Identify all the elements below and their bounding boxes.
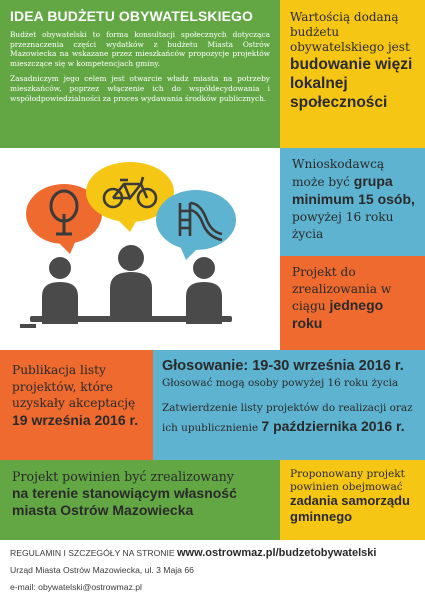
- intro-panel: [0, 0, 280, 148]
- approval-date: 7 października 2016 r.: [261, 418, 405, 434]
- voting-note: Głosować mogą osoby powyżej 16 roku życia: [162, 377, 399, 389]
- publication-panel: [0, 350, 153, 460]
- email-address[interactable]: e-mail: obywatelski@ostrowmaz.pl: [10, 582, 142, 592]
- location-panel: [0, 460, 280, 540]
- applicant-age: powyżej 16 roku życia: [292, 210, 394, 241]
- realization-text: Projekt do zrealizowania w ciągu: [292, 265, 392, 313]
- office-address: Urząd Miasta Ostrów Mazowiecka, ul. 3 Maja 66: [10, 565, 194, 575]
- applicant-panel: [280, 148, 425, 256]
- publication-date: 19 września 2016 r.: [12, 411, 139, 428]
- added-value-highlight: budowanie więzi lokalnej społeczności: [290, 56, 413, 111]
- intro-title: IDEA BUDŻETU OBYWATELSKIEGO: [10, 8, 254, 24]
- people-group: [20, 245, 232, 328]
- rules-label: REGULAMIN I SZCZEGÓŁY NA STRONIE: [10, 548, 175, 558]
- website-link[interactable]: www.ostrowmaz.pl/budzetobywatelski: [176, 547, 377, 559]
- voting-panel: [153, 350, 425, 460]
- location-text: Projekt powinien być zrealizowany: [12, 469, 234, 484]
- publication-text: Publikacja listy projektów, które uzyskały akceptację: [12, 363, 136, 410]
- footer-rules-line: [10, 545, 415, 562]
- added-value-panel: [280, 0, 425, 148]
- illustration: [0, 148, 280, 350]
- approval-text: Zatwierdzenie listy projektów do realizacji oraz ich upublicznienie: [162, 402, 413, 434]
- applicant-text: Wnioskodawcą może być: [292, 157, 385, 189]
- approval-text-block: [162, 399, 417, 437]
- realization-highlight: jednego roku: [292, 297, 384, 331]
- footer: [0, 540, 425, 600]
- realization-panel: [280, 256, 425, 350]
- people-at-table-icon: [0, 148, 280, 350]
- scope-text: Proponowany projekt powinien obejmować: [290, 468, 405, 493]
- location-highlight: na terenie stanowiącym własność miasta Ostrów Mazowiecka: [12, 485, 237, 518]
- applicant-highlight: grupa minimum 15 osób,: [292, 173, 415, 207]
- intro-paragraph-1: Budżet obywatelski to forma konsultacji społecznych dotycząca przeznaczenia części wydatków z budżetu Miasta Ostrów Mazowiecka na wskazane przez mieszkańców propozycje projektów mieszczące się w kompetencjach gminy.: [10, 30, 270, 68]
- scope-panel: [280, 460, 425, 540]
- slide-bubble: [156, 190, 236, 260]
- intro-paragraph-2: Zasadniczym jego celem jest otwarcie władz miasta na potrzeby mieszkańców, poprzez włączenie ich do współdecydowania i współodpowiedzialności za proces wydawania środków publicznych.: [10, 74, 270, 103]
- added-value-text: Wartością dodaną budżetu obywatelskiego jest: [290, 10, 410, 54]
- voting-headline: Głosowanie: 19-30 września 2016 r.: [162, 358, 404, 374]
- scope-highlight: zadania samorządu gminnego: [290, 493, 410, 524]
